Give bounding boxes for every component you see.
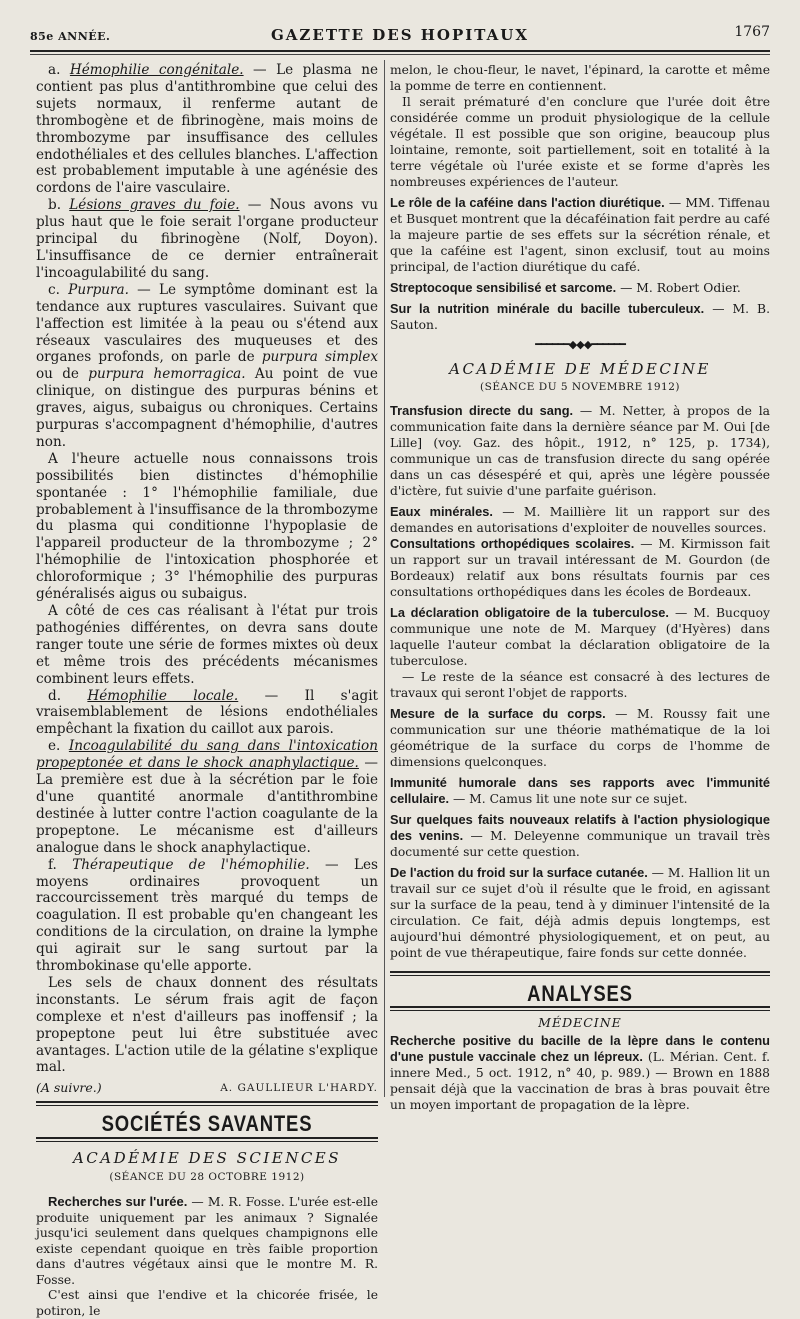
subhead-lesions-foie: Lésions graves du foie.	[69, 197, 240, 214]
section-rule	[36, 1101, 378, 1106]
paragraph-uree: Recherches sur l'urée. — M. R. Fosse. L'urée est-elle produite uniquement par les animaux ? Signalée jusqu'ici seulement dans quelques champignons elle existe cependant quoique en très faible proportion dans d'autres végétaux ainsi que le montre M. R. Fosse.	[36, 1194, 378, 1287]
subhead-purpura: Purpura.	[68, 281, 129, 298]
paragraph-hemophilie-congenitale: a. Hémophilie congénitale. — Le plasma ne contient pas plus d'antithrombine que celui des sujets normaux, il renferme autant de thrombogène et de fibrinogène, mais moins de thrombozyme par insuffisance des cellules endothéliales et des cellules blanches. L'affection est probablement imputable à une agénésie des cordons de l'aire vasculaire.	[36, 62, 379, 197]
paragraph-venins: Sur quelques faits nouveaux relatifs à l'action physiologique des venins. — M. Deleyenne communique un travail très documenté sur cette question.	[390, 812, 771, 859]
paragraph-declaration: La déclaration obligatoire de la tuberculose. — M. Bucquoy communique une note de M. Marquey (d'Hyères) dans laquelle l'auteur combat la déclaration obligatoire de la tuberculose.	[390, 605, 770, 668]
seance-date-medecine: (SÉANCE DU 5 NOVEMBRE 1912)	[480, 381, 680, 393]
subsection-medecine: MÉDECINE	[538, 1015, 622, 1030]
headline-venins: Sur quelques faits nouveaux relatifs à l'action physiologique des venins.	[390, 812, 770, 843]
subhead-incoagulabilite: Incoagulabilité du sang dans l'intoxication propeptonée et dans le shock anaphylactique.	[36, 738, 378, 772]
section-title-societes: SOCIÉTÉS SAVANTES	[101, 1111, 313, 1137]
year-label: 85e ANNÉE.	[30, 30, 111, 43]
academie-medecine-heading: ACADÉMIE DE MÉDECINE	[449, 360, 711, 378]
subhead-hemophilie-locale: Hémophilie locale.	[87, 687, 239, 704]
paragraph-eaux-minerales: Eaux minérales. — M. Maillière lit un rapport sur des demandes en autorisations d'exploiter de nouvelles sources.	[390, 504, 771, 535]
paragraph-streptocoque: Streptocoque sensibilisé et sarcome. — M. Robert Odier.	[390, 280, 741, 295]
paragraph-hemophilie-locale: d. Hémophilie locale. — Il s'agit vraisemblablement de lésions endothéliales empêchant la fixation du caillot aux parois.	[36, 687, 379, 738]
paragraph-therapeutique: f. Thérapeutique de l'hémophilie. — Les moyens ordinaires provoquent un raccourcissement très marqué du temps de coagulation. Il est probable qu'en changeant les conditions de la circulation, on draine la lymphe qui agirait sur le sang surtout par la thrombokinase qu'elle apporte.	[36, 856, 378, 975]
paragraph-purpura: c. Purpura. — Le symptôme dominant est la tendance aux ruptures vasculaires. Suivant que l'affection est limitée à la peau ou s'étend aux réseaux vasculaires des muqueuses et des organes profonds, on parle de purpura simplex ou de purpura hemorragica. Au point de vue clinique, on distingue des purpuras bénins et graves, aigus, subaigus ou chroniques. Certains purpuras s'accompagnent d'hémophilie, d'autres non.	[36, 281, 379, 450]
paragraph-reste-seance: — Le reste de la séance est consacré à des lectures de travaux qui seront l'objet de rapports.	[390, 670, 770, 700]
headline-declaration: La déclaration obligatoire de la tuberculose.	[390, 605, 669, 620]
paragraph-incoagulabilite: e. Incoagulabilité du sang dans l'intoxication propeptonée et dans le shock anaphylactique. — La première est due à la sécrétion par le foie d'une quantité anormale d'antithrombine destinée à lutter contre l'action coagulante de la propeptone. Le mécanisme est d'ailleurs analogue dans le shock anaphylactique.	[36, 738, 378, 856]
paragraph-immunite: Immunité humorale dans ses rapports avec l'immunité cellulaire. — M. Camus lit une note sur ce sujet.	[390, 775, 770, 806]
paragraph-nutrition: Sur la nutrition minérale du bacille tuberculeux. — M. B. Sauton.	[390, 301, 770, 332]
paragraph-sels-chaux: Les sels de chaux donnent des résultats inconstants. Le sérum frais agit de façon complexe et n'est d'ailleurs pas inoffensif ; la propeptone peut lui être substituée avec avantages. L'action utile de la gélatine s'explique mal.	[36, 974, 378, 1076]
paragraph-transfusion: Transfusion directe du sang. — M. Netter, à propos de la communication faite dans la dernière séance par M. Oui [de Lille] (voy. Gaz. des hôpit., 1912, n° 125, p. 1734), communique un cas de transfusion directe du sang opérée dans un cas désespéré et qui, après une légère poussée d'ictère, fut suivie d'une parfaite guérison.	[390, 403, 771, 498]
column-divider	[384, 60, 385, 1097]
section-rule	[36, 1137, 378, 1142]
section-title-analyses: ANALYSES	[527, 981, 633, 1006]
paragraph-consultations: Consultations orthopédiques scolaires. — M. Kirmisson fait un rapport sur un travail intéressant de M. Gourdon (de Bordeaux) relatif aux bons résultats fournis par ces consultations orthopédiques dans les écoles de Bordeaux.	[390, 536, 770, 599]
paragraph-premature: Il serait prématuré d'en conclure que l'urée doit être considérée comme un produit physiologique de la cellule végétale. Il est possible que son origine, beaucoup plus lointaine, remonte, soit partiellement, soit en totalité à la terre végétale où l'urée existe et se forme d'après les nombreuses expériences de l'auteur.	[390, 95, 770, 189]
paragraph-a-cote: A côté de ces cas réalisant à l'état pur trois pathogénies différentes, on devra sans doute ranger toute une série de formes mixtes où deux et même trois des précédents mécanismes combinent leurs effets.	[36, 603, 378, 687]
page-header	[30, 22, 770, 48]
seance-date-sciences: (SÉANCE DU 28 OCTOBRE 1912)	[109, 1171, 305, 1184]
subhead-hemophilie-congenitale: Hémophilie congénitale.	[69, 62, 244, 78]
page-number: 1767	[734, 24, 770, 40]
header-rule	[30, 50, 770, 52]
to-be-continued: (A suivre.)	[36, 1080, 102, 1096]
header-rule-thin	[30, 54, 770, 55]
paragraph-lepre: Recherche positive du bacille de la lèpre dans le contenu d'une pustule vaccinale chez un lépreux. (L. Mérian. Cent. f. innere Med., 5 oct. 1912, n° 40, p. 989.) — Brown en 1888 pensait déjà que la vaccination de bras à bras pouvait être un moyen important de propagation de la lèpre.	[390, 1033, 770, 1112]
academie-sciences-heading: ACADÉMIE DES SCIENCES	[72, 1149, 342, 1168]
left-column	[36, 62, 378, 1319]
section-rule	[390, 1006, 770, 1011]
headline-froid: De l'action du froid sur la surface cutanée.	[390, 865, 648, 880]
section-rule	[390, 971, 770, 976]
headline-cafeine: Le rôle de la caféine dans l'action diurétique.	[390, 195, 665, 210]
paragraph-froid: De l'action du froid sur la surface cutanée. — M. Hallion lit un travail sur ce sujet d'où il résulte que le froid, en agissant sur la surface de la peau, tend à y diminuer l'intensité de la circulation. Ce fait, déjà admis depuis longtemps, est aujourd'hui démontré physiologiquement, et on peut, au point de vue thérapeutique, faire fonds sur cette donnée.	[390, 865, 770, 960]
paragraph-heure-actuelle: A l'heure actuelle nous connaissons trois possibilités bien distinctes d'hémophilie spontanée : 1° l'hémophilie familiale, due probablement à l'insuffisance de la thrombozyme du plasma qui conditionne l'hypoplasie de l'appareil producteur de la thrombozyme ; 2° l'hémophilie de l'intoxication phosphorée et chloroformique ; 3° l'hémophilie des purpuras généralisés aigus ou subaigus.	[36, 450, 378, 603]
paragraph-cafeine: Le rôle de la caféine dans l'action diurétique. — MM. Tiffenau et Busquet montrent que la décaféination fait perdre au café la majeure partie de ses effets sur la sécrétion rénale, et que la caféine est l'agent, sinon exclusif, tout au moins principal, de l'action diurétique du café.	[390, 195, 771, 274]
headline-uree: Recherches sur l'urée.	[48, 1194, 188, 1209]
paragraph-lesions-foie: b. Lésions graves du foie. — Nous avons vu plus haut que le foie serait l'organe producteur principal du fibrinogène (Nolf, Doyon). L'insuffisance de ce dernier entraînerait l'incoagulabilité du sang.	[36, 197, 378, 281]
article-signature	[36, 1080, 378, 1097]
headline-nutrition: Sur la nutrition minérale du bacille tuberculeux.	[390, 301, 705, 316]
headline-immunite: Immunité humorale dans ses rapports avec l'immunité cellulaire.	[390, 775, 770, 806]
headline-lepre: Recherche positive du bacille de la lèpre dans le contenu d'une pustule vaccinale chez un lépreux.	[390, 1033, 770, 1064]
paragraph-mesure: Mesure de la surface du corps. — M. Roussy fait une communication sur une théorie mathématique de la loi géométrique de la surface du corps de l'homme de dimensions quelconques.	[390, 706, 770, 769]
ornament-divider: ━━━━━━◆◆◆━━━━━━	[535, 338, 625, 351]
headline-streptocoque: Streptocoque sensibilisé et sarcome.	[390, 280, 617, 295]
subhead-therapeutique: Thérapeutique de l'hémophilie.	[72, 856, 310, 873]
paragraph-melon: melon, le chou-fleur, le navet, l'épinard, la carotte et même la pomme de terre en contiennent.	[390, 63, 770, 93]
headline-mesure: Mesure de la surface du corps.	[390, 706, 606, 721]
author-name: A. GAULLIEUR L'HARDY.	[220, 1082, 378, 1095]
headline-consultations: Consultations orthopédiques scolaires.	[390, 536, 635, 551]
right-column	[390, 62, 770, 1113]
paragraph-endive: C'est ainsi que l'endive et la chicorée frisée, le potiron, le	[36, 1288, 378, 1318]
headline-eaux-minerales: Eaux minérales.	[390, 504, 493, 519]
headline-transfusion: Transfusion directe du sang.	[390, 403, 574, 418]
journal-title: GAZETTE DES HOPITAUX	[270, 26, 529, 44]
